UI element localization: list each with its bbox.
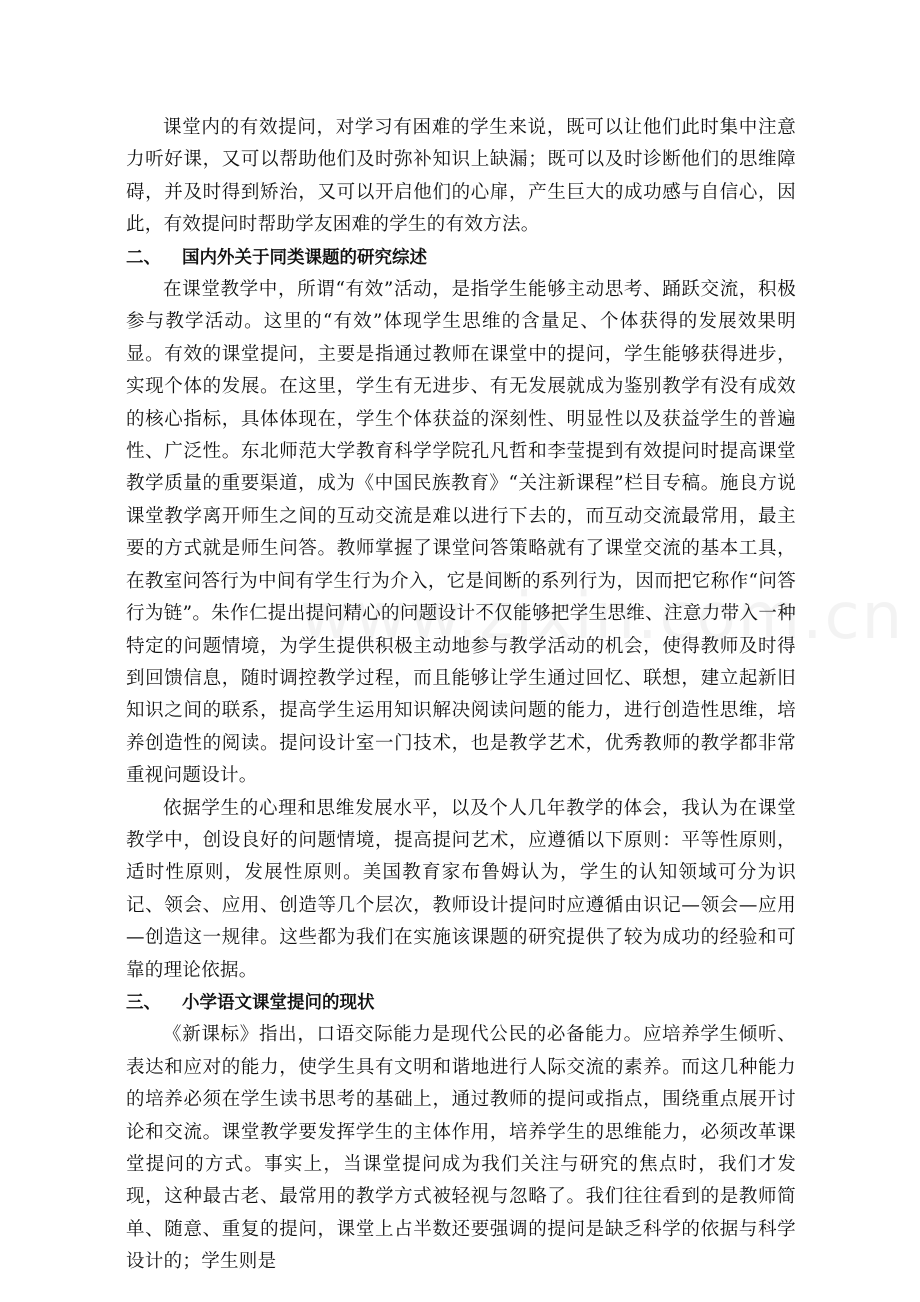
section-heading-3 xyxy=(126,987,796,1019)
section-title: 国内外关于同类课题的研究综述 xyxy=(182,247,427,268)
paragraph-intro: 课堂内的有效提问，对学习有困难的学生来说，既可以让他们此时集中注意力听好课，又可以帮助他们及时弥补知识上缺漏；既可以及时诊断他们的思维障碍，并及时得到矫治，又可以开启他们的心扉，产生巨大的成功感与自信心，因此，有效提问时帮助学友困难的学生的有效方法。 xyxy=(126,117,796,236)
section-title: 小学语文课堂提问的现状 xyxy=(182,992,375,1013)
paragraph-review: 在课堂教学中，所谓“有效”活动，是指学生能够主动思考、踊跃交流，积极参与教学活动。这里的“有效”体现学生思维的含量足、个体获得的发展效果明显。有效的课堂提问，主要是指通过教师在课堂中的提问，学生能够获得进步，实现个体的发展。在这里，学生有无进步、有无发展就成为鉴别教学有没有成效的核心指标，具体体现在，学生个体获益的深刻性、明显性以及获益学生的普遍性、广泛性。东北师范大学教育科学学院孔凡哲和李莹提到有效提问时提高课堂教学质量的重要渠道，成为《中国民族教育》“关注新课程”栏目专稿。施良方说课堂教学离开师生之间的互动交流是难以进行下去的，而互动交流最常用，最主要的方式就是师生问答。教师掌握了课堂问答策略就有了课堂交流的基本工具，在教室问答行为中间有学生行为介入，它是间断的系列行为，因而把它称作“问答行为链”。朱作仁提出提问精心的问题设计不仅能够把学生思维、注意力带入一种特定的问题情境，为学生提供积极主动地参与教学活动的机会，使得教师及时得到回馈信息，随时调控教学过程，而且能够让学生通过回忆、联想，建立起新旧知识之间的联系，提高学生运用知识解决阅读问题的能力，进行创造性思维，培养创造性的阅读。提问设计室一门技术，也是教学艺术，优秀教师的教学都非常重视问题设计。 xyxy=(126,279,796,787)
section-number: 二、 xyxy=(126,247,161,268)
paragraph-status: 《新课标》指出，口语交际能力是现代公民的必备能力。应培养学生倾听、表达和应对的能力，使学生具有文明和谐地进行人际交流的素养。而这几种能力的培养必须在学生读书思考的基础上，通过教师的提问或指点，围绕重点展开讨论和交流。课堂教学要发挥学生的主体作用，培养学生的思维能力，必须改革课堂提问的方式。事实上，当课堂提问成为我们关注与研究的焦点时，我们才发现，这种最古老、最常用的教学方式被轻视与忽略了。我们往往看到的是教师简单、随意、重复的提问，课堂上占半数还要强调的提问是缺乏科学的依据与科学设计的；学生则是 xyxy=(126,1024,796,1273)
paragraph-principles: 依据学生的心理和思维发展水平，以及个人几年教学的体会，我认为在课堂教学中，创设良好的问题情境，提高提问艺术，应遵循以下原则：平等性原则，适时性原则，发展性原则。美国教育家布鲁姆认为，学生的认知领域可分为识记、领会、应用、创造等几个层次，教师设计提问时应遵循由识记—领会—应用—创造这一规律。这些都为我们在实施该课题的研究提供了较为成功的经验和可靠的理论依据。 xyxy=(126,797,796,981)
section-number: 三、 xyxy=(126,992,161,1013)
section-heading-2 xyxy=(126,242,796,274)
document-body xyxy=(126,112,796,1279)
